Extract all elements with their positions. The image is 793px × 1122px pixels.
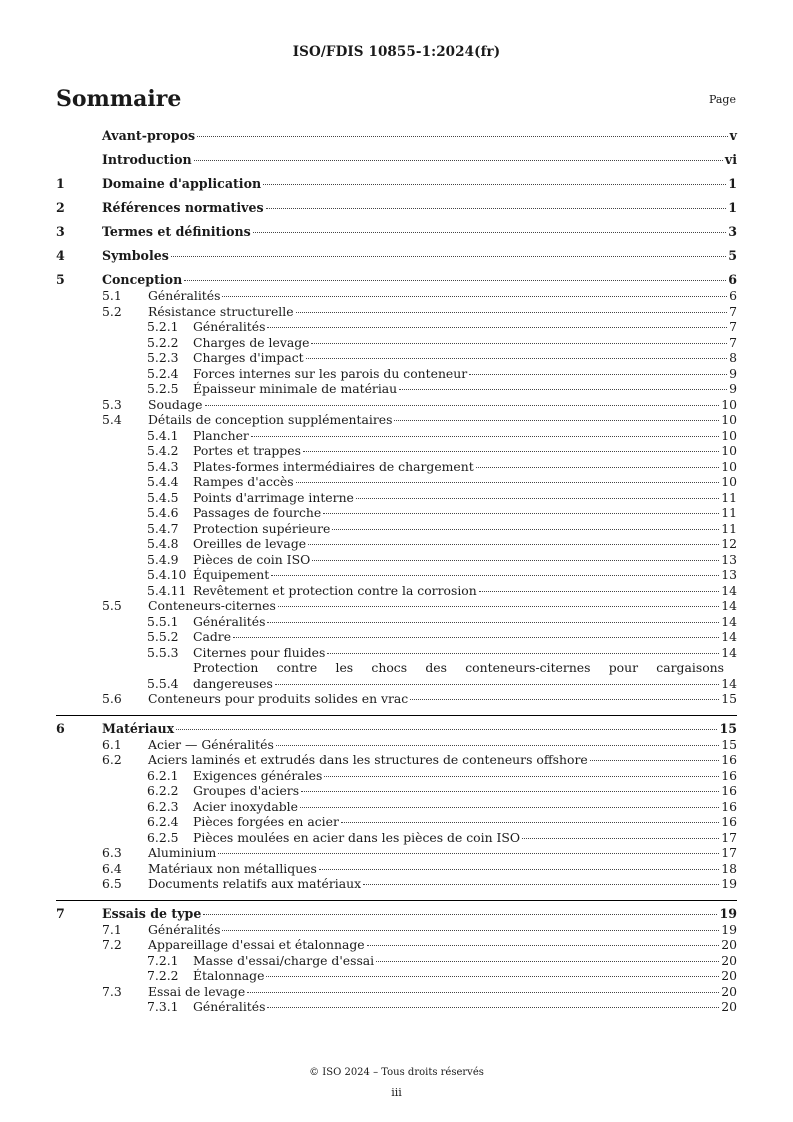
dot-leader bbox=[171, 256, 726, 257]
toc-entry-number: 5.4.11 bbox=[147, 582, 187, 598]
toc-entry-title: Références normatives bbox=[102, 200, 264, 215]
toc-entry[interactable] bbox=[56, 128, 737, 144]
toc-entry-page: 20 bbox=[721, 952, 737, 968]
toc-entry-title: Protection supérieure bbox=[193, 520, 331, 536]
dot-leader bbox=[479, 591, 719, 592]
dot-leader bbox=[263, 184, 726, 185]
toc-entry-number: 2 bbox=[56, 200, 65, 215]
toc-entry[interactable] bbox=[56, 304, 737, 320]
toc-entry-page: 11 bbox=[721, 489, 737, 505]
toc-entry-page: 14 bbox=[721, 613, 737, 629]
toc-entry[interactable] bbox=[56, 629, 737, 645]
toc-entry-number: 6 bbox=[56, 720, 65, 736]
toc-entry-title: Généralités bbox=[193, 613, 266, 629]
toc-entry-number: 6.2.1 bbox=[147, 767, 179, 783]
dot-leader bbox=[296, 312, 728, 313]
toc-entry-title: Aluminium bbox=[148, 845, 217, 860]
toc-entry-title: Points d'arrimage interne bbox=[193, 489, 354, 505]
toc-entry-title: Acier inoxydable bbox=[193, 798, 298, 814]
toc-entry-number: 1 bbox=[56, 176, 65, 191]
toc-entry-title: Domaine d'application bbox=[102, 176, 262, 191]
toc-entry[interactable] bbox=[56, 799, 737, 815]
toc-entry-page: 5 bbox=[728, 248, 737, 263]
toc-entry[interactable] bbox=[56, 900, 737, 922]
toc-entry[interactable] bbox=[56, 768, 737, 784]
dot-leader bbox=[278, 606, 719, 607]
toc-entry-number: 5.5.4 bbox=[147, 675, 179, 691]
toc-entry-title: Charges d'impact bbox=[193, 350, 304, 365]
dot-leader bbox=[267, 327, 727, 328]
dot-leader bbox=[323, 513, 719, 514]
toc-entry-page: 7 bbox=[729, 334, 737, 350]
toc-entry-number: 5.2.2 bbox=[147, 334, 179, 350]
dot-leader bbox=[363, 884, 719, 885]
toc-entry-page: 17 bbox=[721, 829, 737, 845]
toc-entry-page: 16 bbox=[721, 783, 737, 798]
toc-entry-page: 10 bbox=[721, 396, 737, 412]
toc-entry-number: 7.3.1 bbox=[147, 999, 179, 1014]
toc-entry-page: 15 bbox=[719, 720, 737, 736]
toc-entry-number: 5.4.6 bbox=[147, 505, 179, 520]
toc-entry-number: 5.4.8 bbox=[147, 536, 179, 551]
toc-entry-title: Résistance structurelle bbox=[148, 303, 294, 319]
toc-entry-title: Passages de fourche bbox=[193, 505, 322, 520]
toc-entry-title: Généralités bbox=[193, 999, 266, 1014]
toc-entry[interactable] bbox=[56, 953, 737, 969]
toc-entry[interactable] bbox=[56, 968, 737, 984]
toc-entry-page: 7 bbox=[729, 319, 737, 334]
toc-entry-number: 5.2.5 bbox=[147, 381, 179, 396]
toc-entry-page: vi bbox=[724, 152, 737, 167]
toc-entry[interactable] bbox=[56, 691, 737, 707]
toc-entry-number: 4 bbox=[56, 248, 65, 263]
toc-entry[interactable] bbox=[56, 783, 737, 799]
toc-entry-number: 5.5.2 bbox=[147, 629, 179, 644]
toc-entry-page: 15 bbox=[721, 691, 737, 706]
dot-leader bbox=[399, 389, 727, 390]
table-of-contents bbox=[56, 128, 737, 1015]
dot-leader bbox=[205, 405, 720, 406]
toc-entry[interactable] bbox=[56, 737, 737, 753]
dot-leader bbox=[367, 945, 720, 946]
dot-leader bbox=[356, 498, 719, 499]
page-number: iii bbox=[391, 1086, 402, 1099]
toc-entry-number: 6.4 bbox=[102, 860, 122, 876]
toc-entry[interactable] bbox=[56, 152, 737, 168]
toc-entry-title: Équipement bbox=[193, 567, 270, 582]
toc-entry[interactable] bbox=[56, 335, 737, 351]
toc-entry-number: 5.4.7 bbox=[147, 520, 179, 536]
toc-entry-title: Essais de type bbox=[102, 905, 202, 921]
dot-leader bbox=[332, 529, 719, 530]
toc-entry-title: Appareillage d'essai et étalonnage bbox=[148, 937, 365, 952]
toc-entry[interactable] bbox=[56, 984, 737, 1000]
dot-leader bbox=[267, 622, 719, 623]
toc-entry-title: Conteneurs pour produits solides en vrac bbox=[148, 691, 409, 706]
toc-entry[interactable] bbox=[56, 814, 737, 830]
document-id-header: ISO/FDIS 10855-1:2024(fr) bbox=[292, 44, 501, 60]
toc-entry[interactable] bbox=[56, 660, 737, 691]
toc-entry[interactable] bbox=[56, 583, 737, 599]
toc-entry-title: Pièces moulées en acier dans les pièces de coin ISO bbox=[193, 829, 521, 845]
toc-entry-number: 7.1 bbox=[102, 921, 122, 937]
toc-entry[interactable] bbox=[56, 381, 737, 397]
toc-entry-title: Aciers laminés et extrudés dans les structures de conteneurs offshore bbox=[148, 752, 588, 767]
toc-entry-page: 14 bbox=[721, 629, 737, 644]
toc-entry-title: Étalonnage bbox=[193, 968, 265, 983]
toc-title: Sommaire bbox=[56, 86, 182, 112]
toc-entry-title: Plates-formes intermédiaires de chargement bbox=[193, 458, 474, 474]
toc-entry-number: 5.1 bbox=[102, 288, 122, 303]
toc-entry-number: 6.2.2 bbox=[147, 783, 179, 798]
toc-entry-title: Groupes d'aciers bbox=[193, 783, 300, 798]
toc-entry[interactable] bbox=[56, 752, 737, 768]
toc-entry-title: Masse d'essai/charge d'essai bbox=[193, 952, 375, 968]
toc-entry-title: Conteneurs-citernes bbox=[148, 598, 276, 613]
toc-entry-page: 11 bbox=[721, 505, 737, 520]
toc-entry-number: 5.5.1 bbox=[147, 613, 179, 629]
toc-entry-page: 9 bbox=[729, 365, 737, 381]
toc-entry-page: 16 bbox=[721, 752, 737, 767]
dot-leader bbox=[312, 560, 719, 561]
toc-entry-page: 16 bbox=[721, 767, 737, 783]
dot-leader bbox=[296, 482, 720, 483]
toc-entry-number: 5.4.2 bbox=[147, 443, 179, 458]
dot-leader bbox=[176, 729, 717, 730]
toc-entry-page: 19 bbox=[721, 876, 737, 891]
dot-leader bbox=[308, 544, 719, 545]
toc-entry-page: 20 bbox=[721, 968, 737, 983]
toc-entry[interactable] bbox=[56, 861, 737, 877]
toc-entry-number: 6.1 bbox=[102, 736, 122, 752]
toc-entry-title: Portes et trappes bbox=[193, 443, 301, 458]
toc-entry-page: 8 bbox=[729, 350, 737, 365]
toc-entry-title: Essai de levage bbox=[148, 983, 246, 999]
toc-entry-title: Cadre bbox=[193, 629, 232, 644]
toc-entry[interactable] bbox=[56, 922, 737, 938]
toc-entry[interactable] bbox=[56, 552, 737, 568]
toc-entry-page: 13 bbox=[721, 567, 737, 582]
toc-entry-page: 10 bbox=[721, 412, 737, 427]
toc-entry[interactable] bbox=[56, 350, 737, 366]
dot-leader bbox=[222, 296, 727, 297]
toc-entry-page: 11 bbox=[721, 520, 737, 536]
toc-entry[interactable] bbox=[56, 176, 737, 192]
toc-entry-page: 6 bbox=[729, 288, 737, 303]
toc-entry-title: Rampes d'accès bbox=[193, 474, 294, 489]
toc-entry-page: 1 bbox=[728, 176, 737, 191]
toc-entry[interactable] bbox=[56, 248, 737, 264]
toc-entry-title: Soudage bbox=[148, 396, 203, 412]
toc-entry-number: 5.2.3 bbox=[147, 350, 179, 365]
toc-entry-title: Épaisseur minimale de matériau bbox=[193, 381, 398, 396]
dot-leader bbox=[267, 1007, 719, 1008]
toc-entry-page: v bbox=[729, 128, 737, 143]
dot-leader bbox=[522, 838, 719, 839]
toc-entry-number: 5.4.10 bbox=[147, 567, 187, 582]
toc-entry[interactable] bbox=[56, 521, 737, 537]
toc-entry[interactable] bbox=[56, 366, 737, 382]
toc-entry-number: 5.4.9 bbox=[147, 551, 179, 567]
toc-entry-number: 5.4 bbox=[102, 412, 122, 427]
toc-entry-page: 18 bbox=[721, 860, 737, 876]
toc-entry-page: 13 bbox=[721, 551, 737, 567]
toc-entry[interactable] bbox=[56, 536, 737, 552]
toc-entry-title: Généralités bbox=[193, 319, 266, 334]
toc-entry-title: Généralités bbox=[148, 921, 221, 937]
toc-entry-page: 15 bbox=[721, 736, 737, 752]
toc-entry[interactable] bbox=[56, 490, 737, 506]
toc-entry-title: Avant-propos bbox=[102, 128, 196, 143]
toc-entry[interactable] bbox=[56, 288, 737, 304]
toc-entry-page: 1 bbox=[728, 200, 737, 215]
dot-leader bbox=[197, 136, 728, 137]
toc-entry-page: 10 bbox=[721, 458, 737, 474]
toc-entry-page: 19 bbox=[721, 921, 737, 937]
toc-entry-number: 6.2.5 bbox=[147, 829, 179, 845]
toc-entry[interactable] bbox=[56, 845, 737, 861]
dot-leader bbox=[303, 451, 719, 452]
toc-entry-page: 14 bbox=[721, 644, 737, 660]
dot-leader bbox=[222, 930, 719, 931]
toc-entry[interactable] bbox=[56, 272, 737, 288]
copyright-footer: © ISO 2024 – Tous droits réservés bbox=[309, 1067, 484, 1078]
dot-leader bbox=[394, 420, 719, 421]
toc-entry-title: Charges de levage bbox=[193, 334, 310, 350]
toc-entry-page: 20 bbox=[721, 983, 737, 999]
dot-leader bbox=[247, 992, 719, 993]
toc-entry-title: Détails de conception supplémentaires bbox=[148, 412, 393, 427]
dot-leader bbox=[376, 961, 719, 962]
toc-entry-title: Introduction bbox=[102, 152, 192, 167]
toc-entry-number: 7.2.1 bbox=[147, 952, 179, 968]
dot-leader bbox=[306, 358, 727, 359]
dot-leader bbox=[469, 374, 727, 375]
toc-entry-number: 5.2 bbox=[102, 303, 122, 319]
toc-entry[interactable] bbox=[56, 412, 737, 428]
toc-entry-page: 6 bbox=[728, 272, 737, 287]
toc-entry-page: 12 bbox=[721, 536, 737, 551]
toc-entry-page: 20 bbox=[721, 999, 737, 1014]
toc-entry-number: 6.5 bbox=[102, 876, 122, 891]
toc-entry-title: Conception bbox=[102, 272, 183, 287]
toc-entry[interactable] bbox=[56, 319, 737, 335]
toc-entry-page: 20 bbox=[721, 937, 737, 952]
page-column-label: Page bbox=[708, 93, 736, 106]
toc-entry-title: Matériaux non métalliques bbox=[148, 860, 317, 876]
toc-entry-page: 16 bbox=[721, 798, 737, 814]
toc-entry-number: 5.2.4 bbox=[147, 365, 179, 381]
toc-entry-number: 7.3 bbox=[102, 983, 122, 999]
toc-entry-title: Citernes pour fluides bbox=[193, 644, 326, 660]
toc-entry-page: 19 bbox=[719, 905, 737, 921]
toc-entry-number: 6.3 bbox=[102, 845, 122, 860]
toc-entry-number: 5.5.3 bbox=[147, 644, 179, 660]
toc-entry-number: 6.2 bbox=[102, 752, 122, 767]
toc-entry[interactable] bbox=[56, 937, 737, 953]
toc-entry-page: 16 bbox=[721, 814, 737, 829]
dot-leader bbox=[324, 776, 719, 777]
dot-leader bbox=[341, 822, 719, 823]
toc-entry[interactable] bbox=[56, 474, 737, 490]
toc-entry-number: 5.3 bbox=[102, 396, 122, 412]
dot-leader bbox=[275, 684, 719, 685]
toc-entry-number: 7.2 bbox=[102, 937, 122, 952]
toc-entry[interactable] bbox=[56, 428, 737, 444]
toc-entry[interactable] bbox=[56, 876, 737, 892]
toc-entry-number: 5.4.4 bbox=[147, 474, 179, 489]
dot-leader bbox=[184, 280, 726, 281]
toc-entry[interactable] bbox=[56, 645, 737, 661]
toc-entry-page: 9 bbox=[729, 381, 737, 396]
dot-leader bbox=[251, 436, 719, 437]
dot-leader bbox=[476, 467, 720, 468]
toc-entry[interactable] bbox=[56, 715, 737, 737]
toc-entry-title: Pièces de coin ISO bbox=[193, 551, 311, 567]
toc-entry-number: 5.4.1 bbox=[147, 427, 179, 443]
toc-entry[interactable] bbox=[56, 830, 737, 846]
dot-leader bbox=[276, 745, 719, 746]
toc-entry-title-continued: dangereuses bbox=[193, 675, 273, 691]
dot-leader bbox=[266, 208, 727, 209]
toc-entry-number: 7 bbox=[56, 905, 65, 921]
dot-leader bbox=[590, 760, 720, 761]
toc-entry-number: 6.2.4 bbox=[147, 814, 179, 829]
dot-leader bbox=[327, 653, 719, 654]
dot-leader bbox=[218, 853, 719, 854]
dot-leader bbox=[410, 699, 719, 700]
dot-leader bbox=[253, 232, 726, 233]
dot-leader bbox=[233, 637, 719, 638]
toc-entry-page: 17 bbox=[721, 845, 737, 860]
toc-entry[interactable] bbox=[56, 443, 737, 459]
toc-entry-page: 3 bbox=[728, 224, 737, 239]
toc-entry-title: Pièces forgées en acier bbox=[193, 814, 339, 829]
toc-entry-title: Forces internes sur les parois du conteneur bbox=[193, 365, 468, 381]
dot-leader bbox=[194, 160, 723, 161]
toc-entry-page: 14 bbox=[721, 582, 737, 598]
toc-entry[interactable] bbox=[56, 614, 737, 630]
toc-entry-title: Symboles bbox=[102, 248, 169, 263]
toc-entry[interactable] bbox=[56, 459, 737, 475]
toc-entry-number: 5 bbox=[56, 272, 65, 287]
dot-leader bbox=[311, 343, 727, 344]
dot-leader bbox=[319, 869, 719, 870]
toc-entry-title: Protection contre les chocs des conteneurs-citernes pour cargaisons bbox=[193, 660, 724, 675]
toc-entry-number: 5.6 bbox=[102, 691, 122, 706]
toc-entry-title: Termes et définitions bbox=[102, 224, 251, 239]
toc-entry-page: 10 bbox=[721, 443, 737, 458]
dot-leader bbox=[266, 976, 719, 977]
toc-entry-page: 10 bbox=[721, 427, 737, 443]
toc-entry-page: 7 bbox=[729, 303, 737, 319]
toc-entry[interactable] bbox=[56, 397, 737, 413]
toc-entry-number: 5.5 bbox=[102, 598, 122, 613]
toc-entry[interactable] bbox=[56, 567, 737, 583]
toc-entry-title: Acier — Généralités bbox=[148, 736, 274, 752]
toc-entry[interactable] bbox=[56, 505, 737, 521]
toc-entry-number: 7.2.2 bbox=[147, 968, 179, 983]
toc-entry-number: 5.2.1 bbox=[147, 319, 179, 334]
toc-entry-title: Plancher bbox=[193, 427, 249, 443]
toc-entry-title: Revêtement et protection contre la corrosion bbox=[193, 582, 477, 598]
dot-leader bbox=[301, 791, 719, 792]
toc-entry[interactable] bbox=[56, 200, 737, 216]
toc-entry[interactable] bbox=[56, 224, 737, 240]
dot-leader bbox=[203, 914, 717, 915]
dot-leader bbox=[271, 575, 719, 576]
toc-entry-title: Oreilles de levage bbox=[193, 536, 307, 551]
toc-entry-title: Généralités bbox=[148, 288, 221, 303]
toc-entry[interactable] bbox=[56, 598, 737, 614]
toc-entry-page: 10 bbox=[721, 474, 737, 489]
toc-entry-number: 5.4.3 bbox=[147, 458, 179, 474]
toc-entry[interactable] bbox=[56, 999, 737, 1015]
toc-entry-title: Documents relatifs aux matériaux bbox=[148, 876, 362, 891]
dot-leader bbox=[300, 807, 719, 808]
toc-entry-title: Exigences générales bbox=[193, 767, 323, 783]
toc-entry-number: 6.2.3 bbox=[147, 798, 179, 814]
toc-entry-number: 3 bbox=[56, 224, 65, 239]
toc-entry-title: Matériaux bbox=[102, 720, 175, 736]
toc-entry-page: 14 bbox=[721, 675, 737, 691]
toc-entry-page: 14 bbox=[721, 598, 737, 613]
toc-entry-number: 5.4.5 bbox=[147, 489, 179, 505]
